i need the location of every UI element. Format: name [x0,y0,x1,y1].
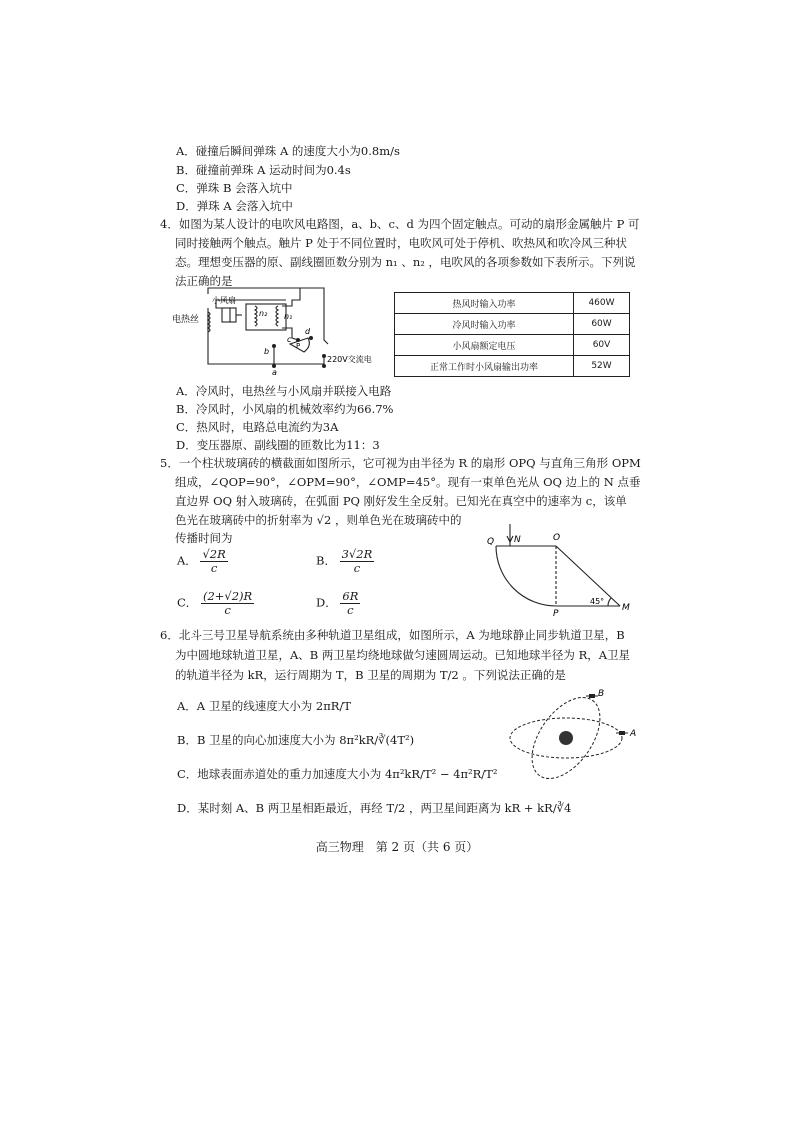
earth-icon [559,731,573,745]
n2-label: n₂ [259,309,268,318]
point-m-label: M [622,603,630,613]
point-o-label: O [553,533,561,543]
q5-stem-line-2: 组成，∠QOP=90°，∠OPM=90°，∠OMP=45°。现有一束单色光从 OQ 边上的 N 点垂 [175,475,641,489]
q4-option-a: A．冷风时，电热丝与小风扇并联接入电路 [176,384,392,398]
q6-stem-line-3: 的轨道半径为 kR，运行周期为 T，B 卫星的周期为 T/2 。下列说法正确的是 [175,668,566,682]
fan-label: 小风扇 [212,296,236,305]
q3-option-a: A．碰撞后瞬间弹珠 A 的速度大小为0.8m/s [176,144,400,158]
table-row: 热风时输入功率 460W [395,293,630,314]
satellite-b-label: B [598,689,605,699]
q6-option-d: D．某时刻 A、B 两卫星相距最近，再经 T/2 ，两卫星间距离为 kR + kR/∛4 [177,801,572,815]
satellite-a-label: A [630,729,637,739]
point-p-label: P [553,609,559,618]
angle-label: 45° [590,597,605,606]
q5-option-c: C． $\frac{(2+√2)R}{c}$ [177,589,253,617]
q3-option-b: B．碰撞前弹珠 A 运动时间为0.4s [176,163,351,177]
q5-stem-line-1: 5．一个柱状玻璃砖的横截面如图所示，它可视为由半径为 R 的扇形 OPQ 与直角三角形 OPM [160,456,641,470]
table-row: 冷风时输入功率 60W [395,314,630,335]
satellite-a-icon [616,731,628,735]
b-label: b [264,347,270,356]
q5-option-d: D． $\frac{6R}{c}$ [316,589,359,617]
n1-label: n₁ [284,312,293,321]
point-n-label: N [514,535,521,545]
q4-option-c: C．热风时，电路总电流约为3A [176,420,339,434]
q6-option-c: C．地球表面赤道处的重力加速度大小为 4π²kR/T² − 4π²R/T² [177,767,498,781]
table-row: 正常工作时小风扇输出功率 52W [395,356,630,377]
q4-stem-line-3: 态。理想变压器的原、副线圈匝数分别为 n₁ 、n₂ ，电吹风的各项参数如下表所示。下列说 [175,255,636,269]
q4-circuit-diagram [170,286,385,376]
q5-stem-line-4: 色光在玻璃砖中的折射率为 √2 ，则单色光在玻璃砖中的 [175,513,462,527]
q3-option-c: C．弹珠 B 会落入坑中 [176,181,293,195]
q5-stem-line-5: 传播时间为 [175,531,233,545]
d-label: d [305,327,311,336]
q4-stem-line-1: 4．如图为某人设计的电吹风电路图，a、b、c、d 为四个固定触点。可动的扇形金属触片 P 可 [160,217,640,231]
q4-stem-line-2: 同时接触两个触点。触片 P 处于不同位置时，电吹风可处于停机、吹热风和吹冷风三种状 [175,236,628,250]
page-footer: 高三物理 第 2 页（共 6 页） [315,840,479,854]
table-row: 小风扇额定电压 60V [395,335,630,356]
q6-option-a: A．A 卫星的线速度大小为 2πR/T [177,699,351,713]
q4-parameter-table [394,292,630,377]
q5-option-b: B． $\frac{3√2R}{c}$ [316,547,373,575]
q4-option-b: B．冷风时，小风扇的机械效率约为66.7% [176,402,394,416]
q6-stem-line-2: 为中圆地球轨道卫星，A、B 两卫星均绕地球做匀速圆周运动。已知地球半径为 R，A卫星 [175,648,631,662]
source-label: 220V交流电 [327,355,372,364]
q4-stem-line-4: 法正确的是 [175,274,233,288]
heater-label: 电热丝 [172,315,200,325]
q6-stem-line-1: 6．北斗三号卫星导航系统由多种轨道卫星组成，如图所示，A 为地球静止同步轨道卫星，B [160,628,625,642]
satellite-b-icon [586,694,598,698]
q5-stem-line-3: 直边界 OQ 射入玻璃砖，在弧面 PQ 刚好发生全反射。已知光在真空中的速率为 c，该单 [175,494,627,508]
q5-option-a: A． $\frac{√2R}{c}$ [177,547,226,575]
q4-option-d: D．变压器原、副线圈的匝数比为11：3 [176,438,380,452]
q6-option-b: B．B 卫星的向心加速度大小为 8π²kR/∛(4T²) [177,733,415,747]
a-label: a [272,368,277,376]
c-label: c [287,335,292,344]
point-q-label: Q [487,537,495,547]
q5-glass-brick-figure [484,518,634,618]
q3-option-d: D．弹珠 A 会落入坑中 [176,199,293,213]
p-label: P [296,342,301,350]
q6-orbit-figure [506,686,656,786]
